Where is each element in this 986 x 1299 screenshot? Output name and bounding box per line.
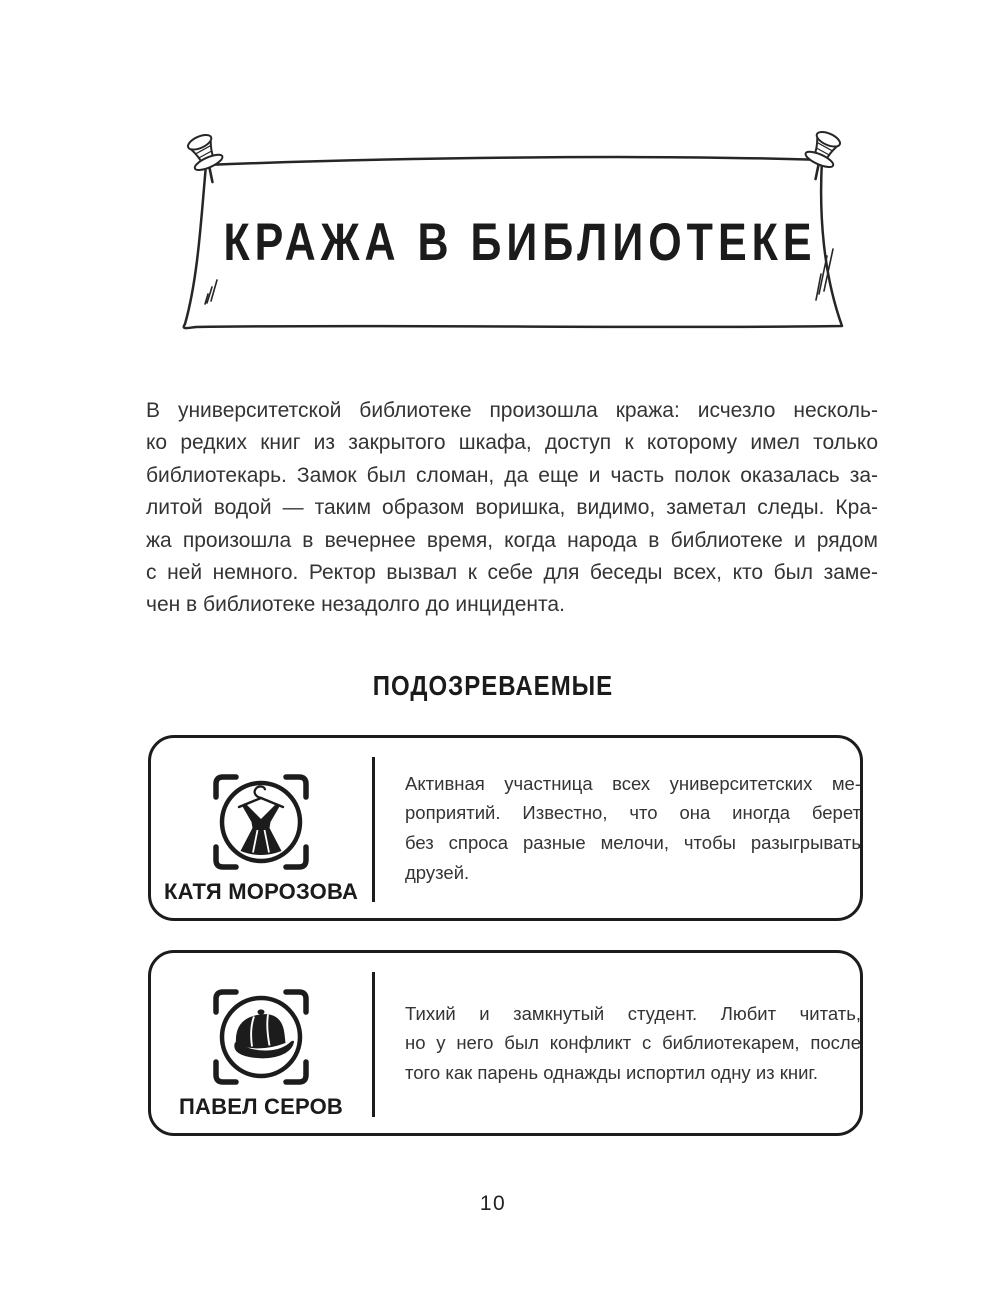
card-divider [372, 972, 375, 1117]
suspect-description: Тихий и замкнутый студент. Любит читать, но у него был конфликт с библиотекарем, после того как парень однажды испортил одну из книг. [405, 1002, 861, 1083]
suspect-photo-frame [211, 987, 311, 1087]
suspect-photo-frame [211, 772, 311, 872]
suspect-card-pavel [148, 950, 863, 1136]
chapter-banner [170, 128, 870, 343]
suspect-name: ПАВЕЛ СЕРОВ [179, 1094, 343, 1119]
page-number: 10 [479, 1192, 507, 1215]
dress-icon [211, 772, 311, 872]
suspect-card-katya [148, 735, 863, 921]
cap-icon [211, 987, 311, 1087]
case-intro-paragraph: В университетской библиотеке произошла кража: исчезло несколь- ко редких книг из закрытого шкафа, доступ к которому имел только библиотекарь. Замок был сломан, да еще и часть полок оказалась за- литой водой — таким образом воришка, видимо, заметал следы. Кра- жа произошла в вечернее время, когда народа в библиотеке и рядом с ней немного. Ректор вызвал к себе для беседы всех, кто был заме- чен в библиотеке незадолго до инцидента. [146, 399, 878, 617]
suspect-description: Активная участница всех университетских ме- роприятий. Известно, что она иногда берет без спроса разные мелочи, чтобы разыгрывать друзей. [405, 772, 861, 883]
chapter-title: КРАЖА В БИБЛИОТЕКЕ [223, 213, 817, 273]
suspect-name: КАТЯ МОРОЗОВА [163, 879, 359, 904]
card-divider [372, 757, 375, 902]
suspects-heading: ПОДОЗРЕВАЕМЫЕ [372, 670, 614, 702]
